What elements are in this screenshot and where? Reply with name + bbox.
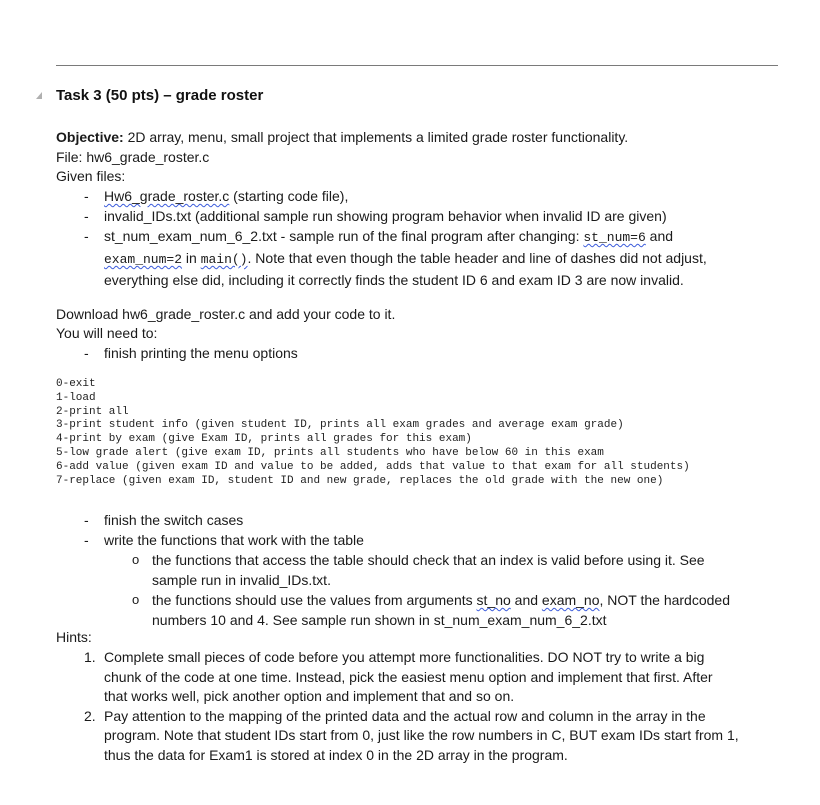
menu-line: 6-add value (given exam ID and value to be added, adds that value to that exam for all students) — [56, 460, 690, 473]
code-st-num: st_num=6 — [583, 230, 646, 245]
code-main: main() — [200, 252, 248, 267]
hints-list — [84, 648, 784, 765]
list-item: o the functions should use the values from arguments st_no and exam_no, NOT the hardcoded numbers 10 and 4. See sample run shown in st_num_exam_num_6_2.txt — [104, 590, 784, 630]
list-item: - Hw6_grade_roster.c (starting code file), — [84, 186, 784, 206]
arg-exam-no: exam_no — [541, 592, 600, 608]
objective-text: 2D array, menu, small project that implements a limited grade roster functionality. — [123, 129, 629, 145]
menu-line: 3-print student info (given student ID, prints all exam grades and average exam grade) — [56, 419, 624, 432]
list-item: o the functions that access the table should check that an index is valid before using it. See sample run in invalid_IDs.txt. — [104, 550, 784, 590]
list-item: 2. Pay attention to the mapping of the printed data and the actual row and column in the array in the program. Note that student IDs start from 0, just like the row numbers in C, BUT exam IDs start from 1, thus the data for Exam1 is stored at index 0 in the 2D array in the program. — [84, 707, 739, 763]
todo-list — [84, 510, 784, 630]
todo-sublist — [104, 550, 784, 630]
given-files-list — [84, 186, 784, 290]
hints-label: Hints: — [56, 629, 92, 645]
menu-code-block — [56, 378, 690, 488]
collapse-triangle-icon[interactable] — [36, 92, 42, 99]
list-item: 1. Complete small pieces of code before you attempt more functionalities. DO NOT try to write a big chunk of the code at one time. Instead, pick the easiest menu option and implement that first. After that works well, pick another option and implement that and so on. — [84, 649, 713, 704]
list-item: - finish printing the menu options — [84, 343, 298, 363]
list-item: - st_num_exam_num_6_2.txt - sample run of the final program after changing: st_num=6 and exam_num=2 in main(). Note that even though the table header and line of dashes did not adjust, everything else did, including it correctly finds the student ID 6 and exam ID 3 are now invalid. — [84, 226, 784, 290]
menu-line: 0-exit — [56, 378, 96, 390]
need-list — [84, 343, 298, 363]
starting-code-file: Hw6_grade_roster.c — [104, 188, 230, 204]
menu-line: 4-print by exam (give Exam ID, prints all grades for this exam) — [56, 433, 472, 446]
top-divider — [56, 65, 778, 66]
objective-label: Objective: — [56, 129, 124, 145]
list-item: - invalid_IDs.txt (additional sample run showing program behavior when invalid ID are given) — [84, 206, 784, 226]
file-line: File: hw6_grade_roster.c — [56, 149, 210, 165]
download-line: Download hw6_grade_roster.c and add your code to it. — [56, 306, 396, 322]
task-heading: Task 3 (50 pts) – grade roster — [56, 87, 264, 104]
code-exam-num: exam_num=2 — [104, 252, 183, 267]
menu-line: 7-replace (given exam ID, student ID and new grade, replaces the old grade with the new one) — [56, 474, 664, 487]
list-item: - write the functions that work with the table o the functions that access the table should check that an index is valid before using it. See sample run in invalid_IDs.txt. o the functions should use the values from arguments st_no and exam_no, NOT the hardcoded numbers 10 and 4. See sample run shown in st_num_exam_num_6_2.txt — [84, 530, 784, 630]
list-item: - finish the switch cases — [84, 510, 784, 530]
objective-line — [56, 127, 628, 147]
menu-line: 5-low grade alert (give exam ID, prints all students who have below 60 in this exam — [56, 446, 604, 459]
arg-st-no: st_no — [476, 592, 511, 608]
need-line: You will need to: — [56, 325, 158, 341]
menu-line: 1-load — [56, 391, 96, 404]
given-files-label: Given files: — [56, 168, 126, 184]
menu-line: 2-print all — [56, 405, 129, 418]
